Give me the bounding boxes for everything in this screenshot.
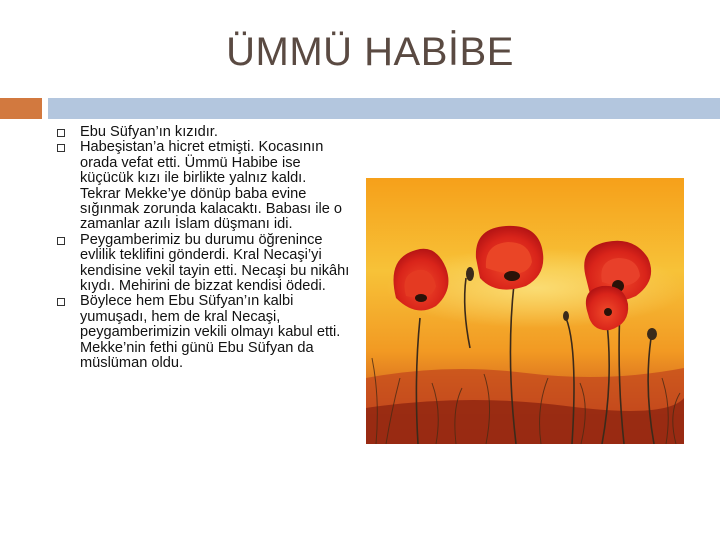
bullet-list	[54, 125, 350, 372]
bullet-text: Habeşistan’a hicret etmişti. Kocasının orada vefat etti. Ümmü Habibe ise küçücük kızı ile birlikte yalnız kaldı. Tekrar Mekke’ye dönüp baba evine sığınmak zorunda kalacaktı. Babası ile o zamanlar azılı İslam düşmanı idi.	[80, 139, 343, 233]
bullet-text: Ebu Süfyan’ın kızıdır.	[80, 124, 218, 140]
bullet-item	[54, 294, 350, 371]
slide-title: ÜMMÜ HABİBE	[226, 30, 514, 74]
square-bullet-icon	[57, 129, 65, 137]
red-poppies-painting	[366, 178, 684, 444]
accent-bar-blue	[48, 98, 720, 119]
bullet-item	[54, 140, 350, 232]
bullet-text: Peygamberimiz bu durumu öğrenince evlilik teklifini gönderdi. Kral Necaşi’yi kendisine vekil tayin etti. Necaşi bu nikâhı kıydı. Mehirini de bizzat kendisi ödedi.	[80, 231, 350, 295]
bullet-item	[54, 125, 350, 140]
accent-bar-orange	[0, 98, 42, 119]
bullet-text: Böylece hem Ebu Süfyan’ın kalbi yumuşadı, hem de kral Necaşi, peygamberimizin vekili olmayı kabul etti. Mekke’nin fethi günü Ebu Süfyan da müslüman oldu.	[80, 293, 341, 372]
bullet-item	[54, 233, 350, 295]
square-bullet-icon	[57, 298, 65, 306]
square-bullet-icon	[57, 237, 65, 245]
square-bullet-icon	[57, 144, 65, 152]
